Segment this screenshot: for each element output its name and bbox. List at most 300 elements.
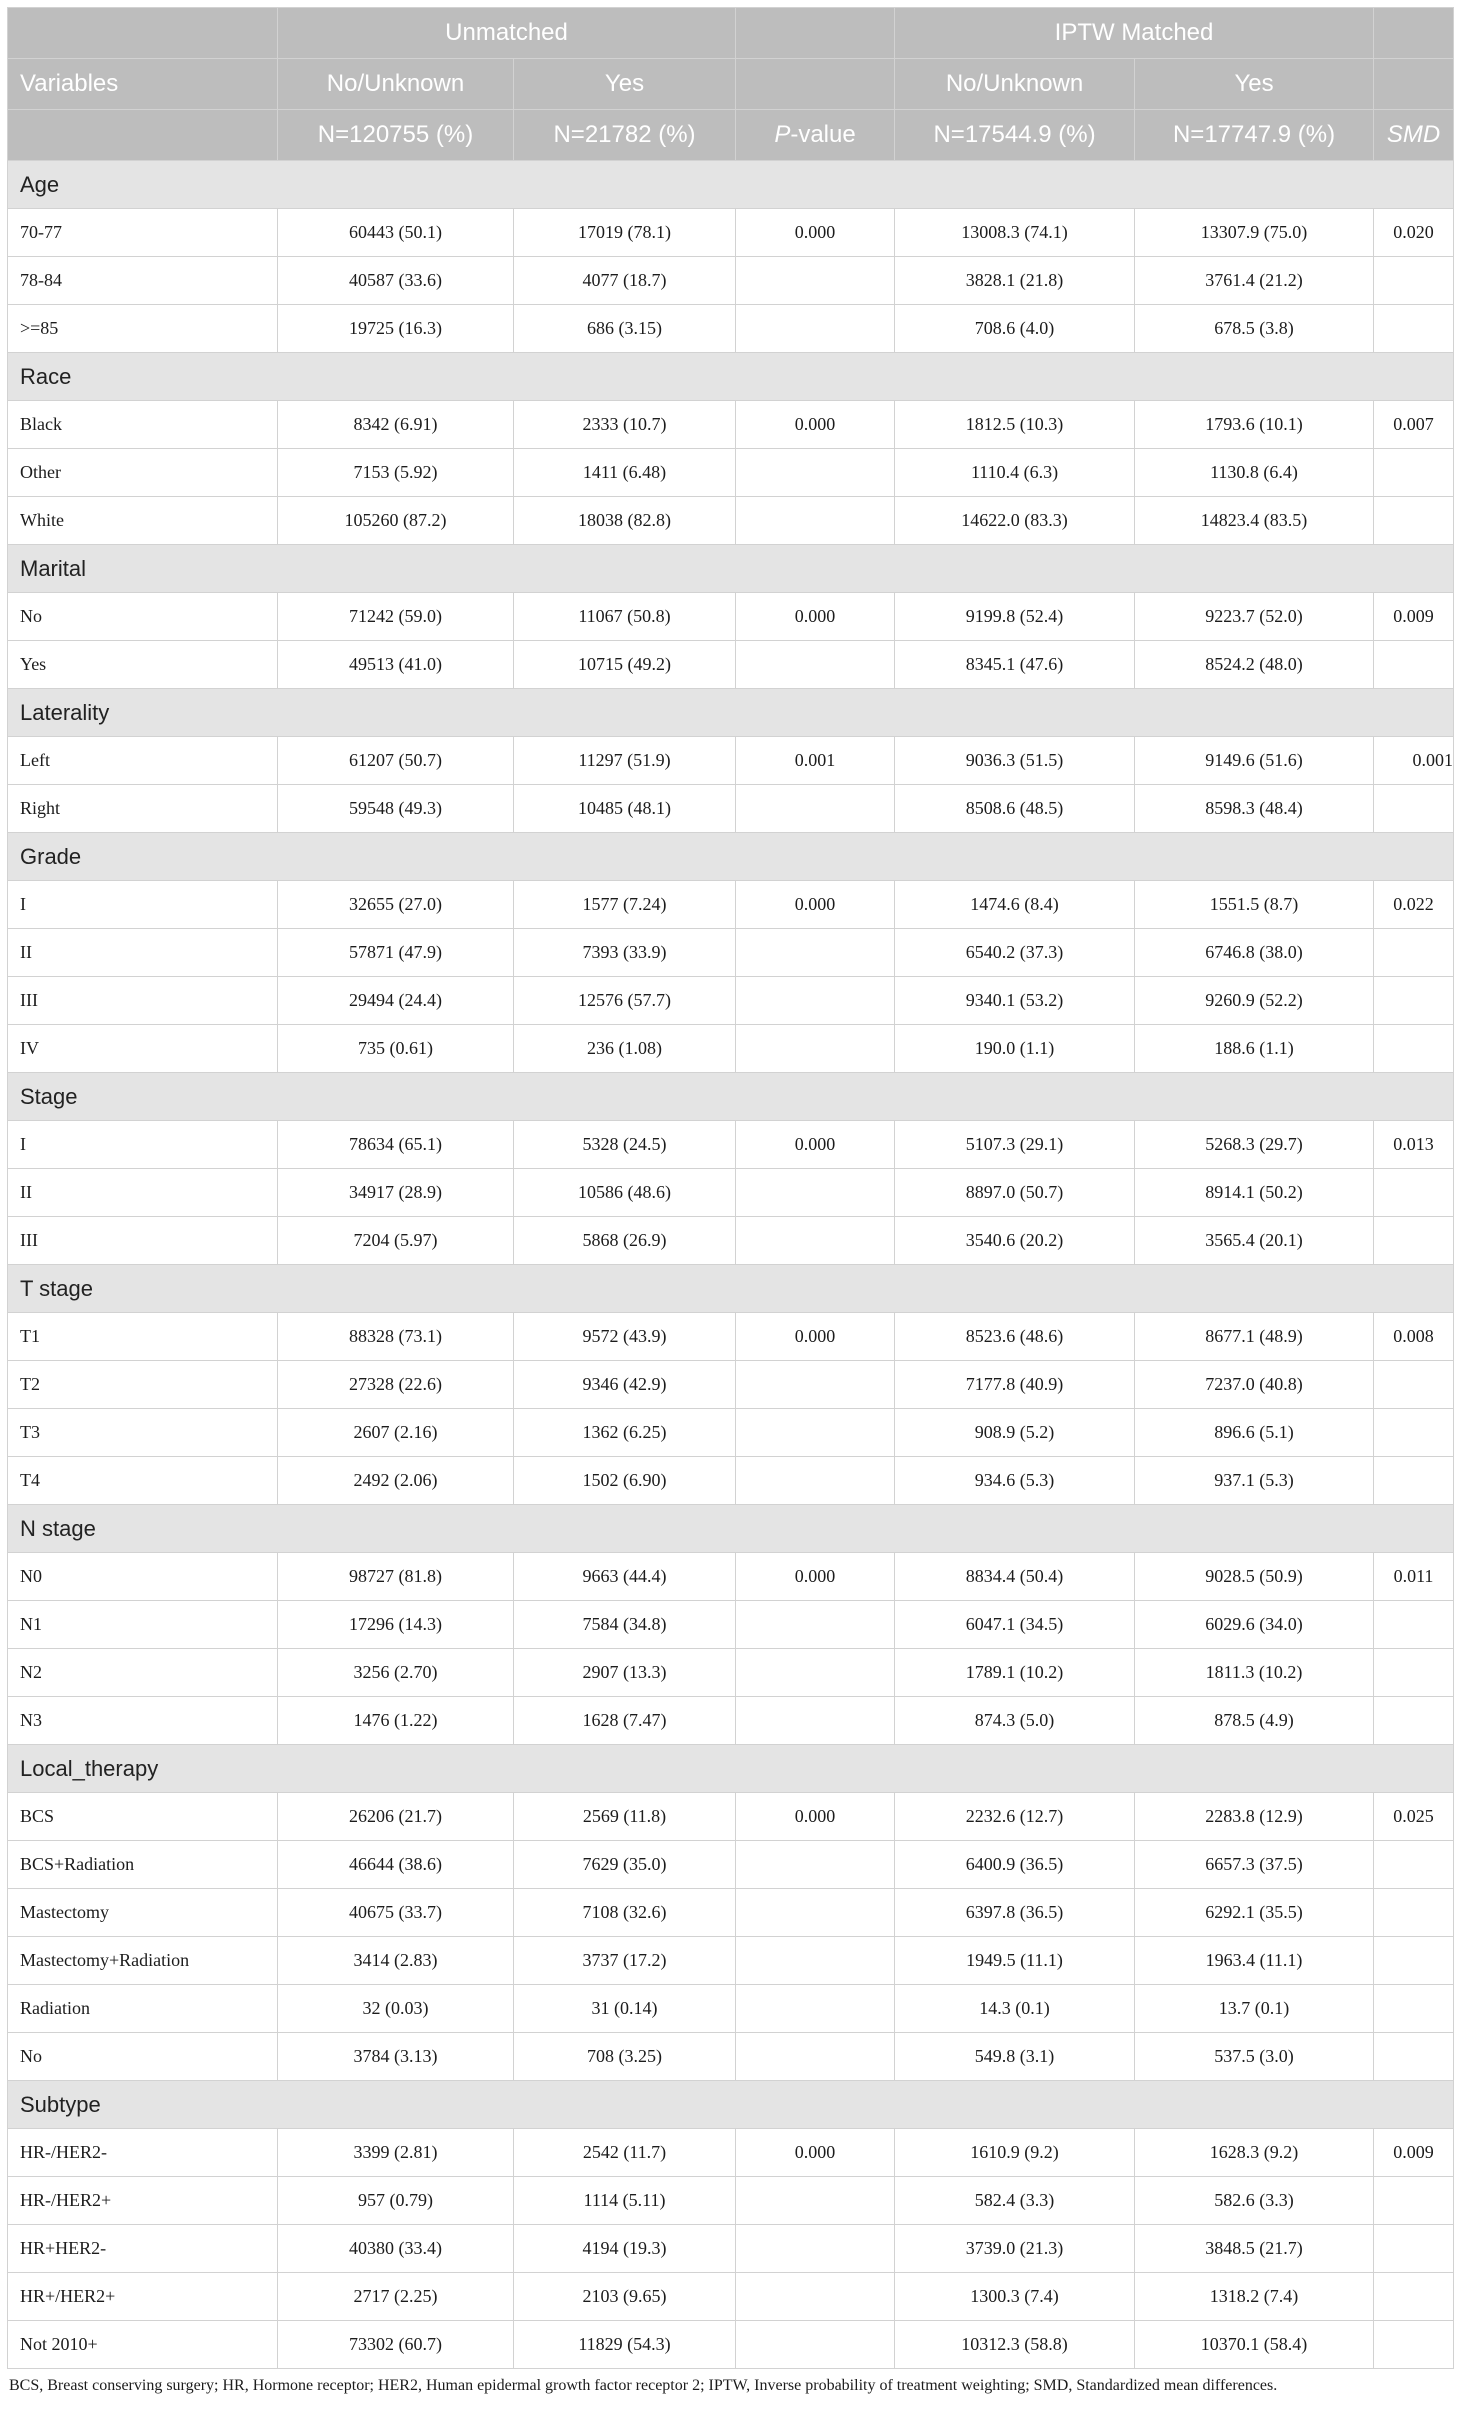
variable-label-cell: T1 — [8, 1313, 278, 1361]
unmatched-yes-cell: 9572 (43.9) — [514, 1313, 736, 1361]
iptw-no-unknown-cell: 1812.5 (10.3) — [895, 401, 1135, 449]
iptw-no-unknown-cell: 1610.9 (9.2) — [895, 2129, 1135, 2177]
iptw-yes-cell: 9149.6 (51.6) — [1135, 737, 1374, 785]
unmatched-no-unknown-cell: 57871 (47.9) — [278, 929, 514, 977]
p-value-cell — [736, 1025, 895, 1073]
smd-cell — [1374, 1409, 1454, 1457]
iptw-no-unknown-cell: 10312.3 (58.8) — [895, 2321, 1135, 2369]
unmatched-no-unknown-cell: 34917 (28.9) — [278, 1169, 514, 1217]
iptw-yes-cell: 1963.4 (11.1) — [1135, 1937, 1374, 1985]
unmatched-yes-cell: 1577 (7.24) — [514, 881, 736, 929]
variable-label-cell: Right — [8, 785, 278, 833]
variable-label-cell: White — [8, 497, 278, 545]
section-header-row — [8, 1265, 1454, 1313]
smd-cell — [1374, 1217, 1454, 1265]
unmatched-yes-cell: 7108 (32.6) — [514, 1889, 736, 1937]
unmatched-yes-cell: 17019 (78.1) — [514, 209, 736, 257]
smd-cell — [1374, 1937, 1454, 1985]
variable-label-cell: Radiation — [8, 1985, 278, 2033]
unmatched-yes-cell: 12576 (57.7) — [514, 977, 736, 1025]
smd-cell — [1374, 305, 1454, 353]
smd-cell: 0.001 — [1374, 737, 1454, 785]
unmatched-yes-cell: 18038 (82.8) — [514, 497, 736, 545]
variable-label-cell: No — [8, 2033, 278, 2081]
unmatched-no-unknown-cell: 32 (0.03) — [278, 1985, 514, 2033]
section-title: Race — [8, 353, 1454, 401]
smd-cell: 0.009 — [1374, 2129, 1454, 2177]
table-row — [8, 1553, 1454, 1601]
smd-cell — [1374, 1169, 1454, 1217]
header-smd: SMD — [1374, 110, 1454, 161]
header-empty-cell — [8, 110, 278, 161]
iptw-yes-cell: 14823.4 (83.5) — [1135, 497, 1374, 545]
p-value-cell — [736, 2273, 895, 2321]
section-title: Subtype — [8, 2081, 1454, 2129]
header-p-value-rest: -value — [790, 121, 856, 148]
p-value-cell — [736, 1985, 895, 2033]
table-row — [8, 1793, 1454, 1841]
unmatched-no-unknown-cell: 46644 (38.6) — [278, 1841, 514, 1889]
header-group-iptw: IPTW Matched — [895, 8, 1374, 59]
smd-cell — [1374, 1841, 1454, 1889]
unmatched-yes-cell: 10586 (48.6) — [514, 1169, 736, 1217]
unmatched-yes-cell: 5868 (26.9) — [514, 1217, 736, 1265]
table-row — [8, 1937, 1454, 1985]
iptw-yes-cell: 537.5 (3.0) — [1135, 2033, 1374, 2081]
header-p-value-italic: P — [774, 121, 791, 148]
p-value-cell — [736, 785, 895, 833]
smd-cell — [1374, 1601, 1454, 1649]
variable-label-cell: HR-/HER2- — [8, 2129, 278, 2177]
iptw-no-unknown-cell: 708.6 (4.0) — [895, 305, 1135, 353]
unmatched-yes-cell: 236 (1.08) — [514, 1025, 736, 1073]
unmatched-no-unknown-cell: 3784 (3.13) — [278, 2033, 514, 2081]
unmatched-yes-cell: 3737 (17.2) — [514, 1937, 736, 1985]
table-row — [8, 1121, 1454, 1169]
smd-cell: 0.020 — [1374, 209, 1454, 257]
iptw-yes-cell: 1130.8 (6.4) — [1135, 449, 1374, 497]
iptw-yes-cell: 5268.3 (29.7) — [1135, 1121, 1374, 1169]
iptw-yes-cell: 6746.8 (38.0) — [1135, 929, 1374, 977]
iptw-no-unknown-cell: 8523.6 (48.6) — [895, 1313, 1135, 1361]
smd-cell — [1374, 2321, 1454, 2369]
iptw-yes-cell: 8677.1 (48.9) — [1135, 1313, 1374, 1361]
iptw-yes-cell: 1811.3 (10.2) — [1135, 1649, 1374, 1697]
unmatched-no-unknown-cell: 735 (0.61) — [278, 1025, 514, 1073]
variable-label-cell: T4 — [8, 1457, 278, 1505]
section-title: Stage — [8, 1073, 1454, 1121]
unmatched-yes-cell: 11829 (54.3) — [514, 2321, 736, 2369]
iptw-yes-cell: 582.6 (3.3) — [1135, 2177, 1374, 2225]
header-empty-cell — [736, 8, 895, 59]
variable-label-cell: HR+HER2- — [8, 2225, 278, 2273]
unmatched-no-unknown-cell: 957 (0.79) — [278, 2177, 514, 2225]
variable-label-cell: N1 — [8, 1601, 278, 1649]
smd-cell — [1374, 1457, 1454, 1505]
iptw-no-unknown-cell: 9199.8 (52.4) — [895, 593, 1135, 641]
iptw-yes-cell: 9028.5 (50.9) — [1135, 1553, 1374, 1601]
smd-cell — [1374, 1649, 1454, 1697]
unmatched-no-unknown-cell: 17296 (14.3) — [278, 1601, 514, 1649]
unmatched-yes-cell: 7393 (33.9) — [514, 929, 736, 977]
variable-label-cell: N0 — [8, 1553, 278, 1601]
variable-label-cell: T3 — [8, 1409, 278, 1457]
unmatched-yes-cell: 2333 (10.7) — [514, 401, 736, 449]
header-empty-cell — [8, 8, 278, 59]
unmatched-yes-cell: 9663 (44.4) — [514, 1553, 736, 1601]
table-body — [8, 161, 1454, 2369]
iptw-yes-cell: 10370.1 (58.4) — [1135, 2321, 1374, 2369]
unmatched-no-unknown-cell: 73302 (60.7) — [278, 2321, 514, 2369]
smd-cell: 0.008 — [1374, 1313, 1454, 1361]
section-header-row — [8, 1745, 1454, 1793]
variable-label-cell: III — [8, 977, 278, 1025]
variable-label-cell: T2 — [8, 1361, 278, 1409]
table-header — [8, 8, 1454, 161]
variable-label-cell: Other — [8, 449, 278, 497]
section-header-row — [8, 545, 1454, 593]
table-row — [8, 1601, 1454, 1649]
header-p-value — [736, 110, 895, 161]
variable-label-cell: Mastectomy — [8, 1889, 278, 1937]
unmatched-yes-cell: 2569 (11.8) — [514, 1793, 736, 1841]
table-row — [8, 1889, 1454, 1937]
p-value-cell — [736, 1361, 895, 1409]
table-row — [8, 737, 1454, 785]
unmatched-no-unknown-cell: 29494 (24.4) — [278, 977, 514, 1025]
variable-label-cell: I — [8, 1121, 278, 1169]
unmatched-yes-cell: 2103 (9.65) — [514, 2273, 736, 2321]
header-empty-cell — [1374, 8, 1454, 59]
iptw-no-unknown-cell: 908.9 (5.2) — [895, 1409, 1135, 1457]
header-unmatched-no-unknown: No/Unknown — [278, 59, 514, 110]
iptw-yes-cell: 188.6 (1.1) — [1135, 1025, 1374, 1073]
iptw-no-unknown-cell: 1300.3 (7.4) — [895, 2273, 1135, 2321]
p-value-cell: 0.000 — [736, 881, 895, 929]
smd-cell — [1374, 2033, 1454, 2081]
unmatched-yes-cell: 1628 (7.47) — [514, 1697, 736, 1745]
unmatched-no-unknown-cell: 8342 (6.91) — [278, 401, 514, 449]
section-title: Grade — [8, 833, 1454, 881]
p-value-cell: 0.001 — [736, 737, 895, 785]
variable-label-cell: 70-77 — [8, 209, 278, 257]
iptw-yes-cell: 3565.4 (20.1) — [1135, 1217, 1374, 1265]
header-empty-cell — [1374, 59, 1454, 110]
iptw-yes-cell: 13.7 (0.1) — [1135, 1985, 1374, 2033]
smd-cell — [1374, 2273, 1454, 2321]
iptw-no-unknown-cell: 5107.3 (29.1) — [895, 1121, 1135, 1169]
table-row — [8, 2273, 1454, 2321]
table-row — [8, 1361, 1454, 1409]
p-value-cell — [736, 497, 895, 545]
p-value-cell — [736, 1697, 895, 1745]
iptw-yes-cell: 13307.9 (75.0) — [1135, 209, 1374, 257]
header-iptw-no-unknown: No/Unknown — [895, 59, 1135, 110]
iptw-no-unknown-cell: 6540.2 (37.3) — [895, 929, 1135, 977]
p-value-cell — [736, 641, 895, 689]
iptw-yes-cell: 6029.6 (34.0) — [1135, 1601, 1374, 1649]
header-empty-cell — [736, 59, 895, 110]
table-row — [8, 2321, 1454, 2369]
iptw-no-unknown-cell: 8834.4 (50.4) — [895, 1553, 1135, 1601]
iptw-no-unknown-cell: 2232.6 (12.7) — [895, 1793, 1135, 1841]
variable-label-cell: N2 — [8, 1649, 278, 1697]
p-value-cell: 0.000 — [736, 1793, 895, 1841]
variable-label-cell: Mastectomy+Radiation — [8, 1937, 278, 1985]
p-value-cell: 0.000 — [736, 1121, 895, 1169]
p-value-cell — [736, 1169, 895, 1217]
table-row — [8, 209, 1454, 257]
smd-cell — [1374, 641, 1454, 689]
table-row — [8, 881, 1454, 929]
table-row — [8, 1457, 1454, 1505]
table-row — [8, 1409, 1454, 1457]
unmatched-no-unknown-cell: 49513 (41.0) — [278, 641, 514, 689]
unmatched-yes-cell: 7584 (34.8) — [514, 1601, 736, 1649]
unmatched-yes-cell: 4194 (19.3) — [514, 2225, 736, 2273]
iptw-no-unknown-cell: 549.8 (3.1) — [895, 2033, 1135, 2081]
variable-label-cell: Yes — [8, 641, 278, 689]
p-value-cell: 0.000 — [736, 1313, 895, 1361]
iptw-yes-cell: 6657.3 (37.5) — [1135, 1841, 1374, 1889]
unmatched-no-unknown-cell: 2492 (2.06) — [278, 1457, 514, 1505]
iptw-yes-cell: 1551.5 (8.7) — [1135, 881, 1374, 929]
table-row — [8, 1649, 1454, 1697]
smd-cell — [1374, 929, 1454, 977]
section-header-row — [8, 2081, 1454, 2129]
unmatched-yes-cell: 10715 (49.2) — [514, 641, 736, 689]
baseline-characteristics-table — [7, 7, 1454, 2369]
table-row — [8, 2177, 1454, 2225]
iptw-no-unknown-cell: 1110.4 (6.3) — [895, 449, 1135, 497]
smd-cell — [1374, 1361, 1454, 1409]
table-row — [8, 1313, 1454, 1361]
iptw-no-unknown-cell: 3739.0 (21.3) — [895, 2225, 1135, 2273]
iptw-yes-cell: 878.5 (4.9) — [1135, 1697, 1374, 1745]
p-value-cell — [736, 1409, 895, 1457]
p-value-cell: 0.000 — [736, 1553, 895, 1601]
p-value-cell — [736, 449, 895, 497]
section-header-row — [8, 353, 1454, 401]
iptw-yes-cell: 7237.0 (40.8) — [1135, 1361, 1374, 1409]
variable-label-cell: II — [8, 1169, 278, 1217]
variable-label-cell: N3 — [8, 1697, 278, 1745]
p-value-cell — [736, 1889, 895, 1937]
iptw-no-unknown-cell: 190.0 (1.1) — [895, 1025, 1135, 1073]
table-row — [8, 449, 1454, 497]
variable-label-cell: I — [8, 881, 278, 929]
table-row — [8, 641, 1454, 689]
table-row — [8, 1985, 1454, 2033]
unmatched-yes-cell: 2907 (13.3) — [514, 1649, 736, 1697]
table-row — [8, 929, 1454, 977]
unmatched-no-unknown-cell: 26206 (21.7) — [278, 1793, 514, 1841]
section-header-row — [8, 689, 1454, 737]
section-header-row — [8, 1505, 1454, 1553]
variable-label-cell: No — [8, 593, 278, 641]
variable-label-cell: IV — [8, 1025, 278, 1073]
variable-label-cell: BCS — [8, 1793, 278, 1841]
iptw-no-unknown-cell: 9340.1 (53.2) — [895, 977, 1135, 1025]
smd-cell — [1374, 449, 1454, 497]
variable-label-cell: 78-84 — [8, 257, 278, 305]
unmatched-no-unknown-cell: 2607 (2.16) — [278, 1409, 514, 1457]
header-n-iptw-yes: N=17747.9 (%) — [1135, 110, 1374, 161]
unmatched-yes-cell: 10485 (48.1) — [514, 785, 736, 833]
iptw-yes-cell: 896.6 (5.1) — [1135, 1409, 1374, 1457]
p-value-cell — [736, 305, 895, 353]
smd-cell — [1374, 785, 1454, 833]
iptw-no-unknown-cell: 1474.6 (8.4) — [895, 881, 1135, 929]
p-value-cell — [736, 977, 895, 1025]
p-value-cell — [736, 1457, 895, 1505]
smd-cell — [1374, 1025, 1454, 1073]
unmatched-yes-cell: 11067 (50.8) — [514, 593, 736, 641]
p-value-cell: 0.000 — [736, 209, 895, 257]
smd-cell — [1374, 2177, 1454, 2225]
p-value-cell — [736, 1937, 895, 1985]
iptw-no-unknown-cell: 13008.3 (74.1) — [895, 209, 1135, 257]
section-header-row — [8, 161, 1454, 209]
iptw-yes-cell: 9223.7 (52.0) — [1135, 593, 1374, 641]
iptw-no-unknown-cell: 1949.5 (11.1) — [895, 1937, 1135, 1985]
iptw-no-unknown-cell: 14.3 (0.1) — [895, 1985, 1135, 2033]
iptw-no-unknown-cell: 8345.1 (47.6) — [895, 641, 1135, 689]
header-n-unmatched-no: N=120755 (%) — [278, 110, 514, 161]
iptw-yes-cell: 1318.2 (7.4) — [1135, 2273, 1374, 2321]
p-value-cell — [736, 1217, 895, 1265]
variable-label-cell: Black — [8, 401, 278, 449]
table-row — [8, 497, 1454, 545]
unmatched-yes-cell: 2542 (11.7) — [514, 2129, 736, 2177]
section-title: Marital — [8, 545, 1454, 593]
unmatched-no-unknown-cell: 98727 (81.8) — [278, 1553, 514, 1601]
section-title: N stage — [8, 1505, 1454, 1553]
smd-cell — [1374, 1985, 1454, 2033]
iptw-yes-cell: 8524.2 (48.0) — [1135, 641, 1374, 689]
iptw-yes-cell: 9260.9 (52.2) — [1135, 977, 1374, 1025]
header-iptw-yes: Yes — [1135, 59, 1374, 110]
p-value-cell: 0.000 — [736, 2129, 895, 2177]
variable-label-cell: BCS+Radiation — [8, 1841, 278, 1889]
table-row — [8, 2225, 1454, 2273]
iptw-no-unknown-cell: 8897.0 (50.7) — [895, 1169, 1135, 1217]
variable-label-cell: II — [8, 929, 278, 977]
unmatched-no-unknown-cell: 19725 (16.3) — [278, 305, 514, 353]
unmatched-no-unknown-cell: 2717 (2.25) — [278, 2273, 514, 2321]
unmatched-yes-cell: 9346 (42.9) — [514, 1361, 736, 1409]
unmatched-yes-cell: 1502 (6.90) — [514, 1457, 736, 1505]
iptw-no-unknown-cell: 3540.6 (20.2) — [895, 1217, 1135, 1265]
table-row — [8, 593, 1454, 641]
unmatched-no-unknown-cell: 3414 (2.83) — [278, 1937, 514, 1985]
unmatched-no-unknown-cell: 71242 (59.0) — [278, 593, 514, 641]
header-n-iptw-no: N=17544.9 (%) — [895, 110, 1135, 161]
table-row — [8, 257, 1454, 305]
table-row — [8, 401, 1454, 449]
unmatched-yes-cell: 686 (3.15) — [514, 305, 736, 353]
unmatched-yes-cell: 1114 (5.11) — [514, 2177, 736, 2225]
unmatched-yes-cell: 5328 (24.5) — [514, 1121, 736, 1169]
smd-cell — [1374, 257, 1454, 305]
variable-label-cell: III — [8, 1217, 278, 1265]
table-row — [8, 2033, 1454, 2081]
unmatched-yes-cell: 708 (3.25) — [514, 2033, 736, 2081]
header-n-unmatched-yes: N=21782 (%) — [514, 110, 736, 161]
unmatched-yes-cell: 1362 (6.25) — [514, 1409, 736, 1457]
variable-label-cell: >=85 — [8, 305, 278, 353]
unmatched-yes-cell: 7629 (35.0) — [514, 1841, 736, 1889]
p-value-cell — [736, 1841, 895, 1889]
unmatched-no-unknown-cell: 88328 (73.1) — [278, 1313, 514, 1361]
iptw-yes-cell: 678.5 (3.8) — [1135, 305, 1374, 353]
p-value-cell: 0.000 — [736, 593, 895, 641]
smd-cell — [1374, 1889, 1454, 1937]
unmatched-no-unknown-cell: 1476 (1.22) — [278, 1697, 514, 1745]
variable-label-cell: Not 2010+ — [8, 2321, 278, 2369]
unmatched-no-unknown-cell: 40587 (33.6) — [278, 257, 514, 305]
variable-label-cell: HR-/HER2+ — [8, 2177, 278, 2225]
smd-cell — [1374, 1697, 1454, 1745]
iptw-yes-cell: 6292.1 (35.5) — [1135, 1889, 1374, 1937]
variable-label-cell: HR+/HER2+ — [8, 2273, 278, 2321]
smd-cell — [1374, 497, 1454, 545]
p-value-cell — [736, 1649, 895, 1697]
header-group-unmatched: Unmatched — [278, 8, 736, 59]
unmatched-no-unknown-cell: 32655 (27.0) — [278, 881, 514, 929]
unmatched-yes-cell: 11297 (51.9) — [514, 737, 736, 785]
section-header-row — [8, 833, 1454, 881]
iptw-no-unknown-cell: 7177.8 (40.9) — [895, 1361, 1135, 1409]
iptw-no-unknown-cell: 9036.3 (51.5) — [895, 737, 1135, 785]
iptw-yes-cell: 937.1 (5.3) — [1135, 1457, 1374, 1505]
smd-cell: 0.007 — [1374, 401, 1454, 449]
unmatched-no-unknown-cell: 40675 (33.7) — [278, 1889, 514, 1937]
p-value-cell — [736, 2225, 895, 2273]
table-row — [8, 2129, 1454, 2177]
unmatched-no-unknown-cell: 40380 (33.4) — [278, 2225, 514, 2273]
iptw-no-unknown-cell: 6397.8 (36.5) — [895, 1889, 1135, 1937]
iptw-no-unknown-cell: 874.3 (5.0) — [895, 1697, 1135, 1745]
unmatched-no-unknown-cell: 27328 (22.6) — [278, 1361, 514, 1409]
table-row — [8, 1841, 1454, 1889]
unmatched-no-unknown-cell: 7153 (5.92) — [278, 449, 514, 497]
unmatched-no-unknown-cell: 105260 (87.2) — [278, 497, 514, 545]
table-row — [8, 977, 1454, 1025]
iptw-no-unknown-cell: 6047.1 (34.5) — [895, 1601, 1135, 1649]
smd-cell: 0.022 — [1374, 881, 1454, 929]
unmatched-no-unknown-cell: 3399 (2.81) — [278, 2129, 514, 2177]
iptw-yes-cell: 3761.4 (21.2) — [1135, 257, 1374, 305]
table-container — [7, 7, 1453, 2395]
iptw-no-unknown-cell: 6400.9 (36.5) — [895, 1841, 1135, 1889]
table-footnote: BCS, Breast conserving surgery; HR, Hormone receptor; HER2, Human epidermal growth factor receptor 2; IPTW, Inverse probability of treatment weighting; SMD, Standardized mean differences. — [9, 2377, 1278, 2394]
unmatched-no-unknown-cell: 78634 (65.1) — [278, 1121, 514, 1169]
unmatched-yes-cell: 1411 (6.48) — [514, 449, 736, 497]
section-header-row — [8, 1073, 1454, 1121]
iptw-no-unknown-cell: 14622.0 (83.3) — [895, 497, 1135, 545]
iptw-yes-cell: 1628.3 (9.2) — [1135, 2129, 1374, 2177]
p-value-cell — [736, 1601, 895, 1649]
smd-cell: 0.011 — [1374, 1553, 1454, 1601]
table-row — [8, 1697, 1454, 1745]
unmatched-no-unknown-cell: 60443 (50.1) — [278, 209, 514, 257]
header-variables: Variables — [8, 59, 278, 110]
section-title: Age — [8, 161, 1454, 209]
variable-label-cell: Left — [8, 737, 278, 785]
iptw-yes-cell: 2283.8 (12.9) — [1135, 1793, 1374, 1841]
unmatched-no-unknown-cell: 7204 (5.97) — [278, 1217, 514, 1265]
